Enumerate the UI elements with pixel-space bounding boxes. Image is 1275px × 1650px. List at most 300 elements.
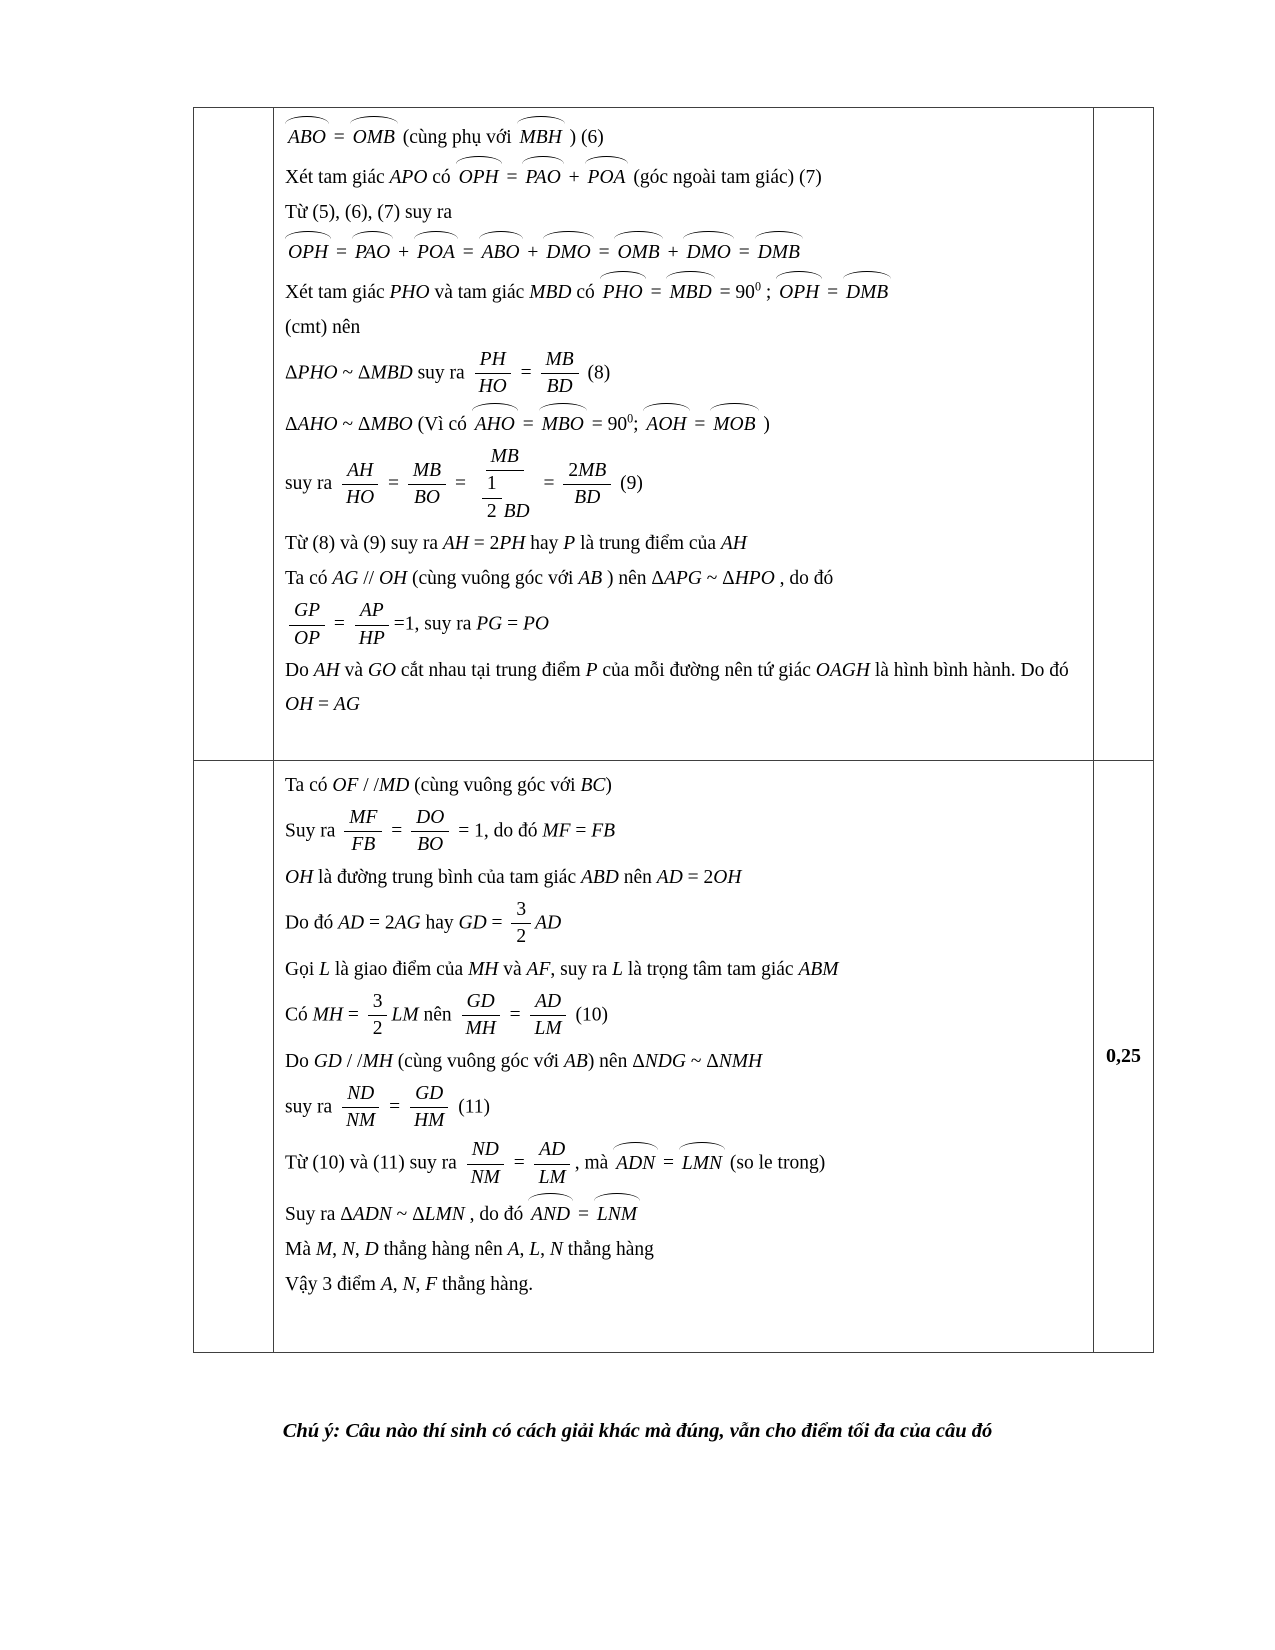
solution-line [285, 562, 1085, 596]
text-run: 3 [516, 898, 527, 920]
fraction-denominator [354, 626, 390, 650]
math-var: ADN [352, 1204, 392, 1226]
math-var: PHO [297, 362, 338, 384]
angle-hat: DMB [843, 271, 891, 310]
angle-hat: POA [585, 156, 629, 195]
math-var: OH [285, 866, 314, 888]
fraction-denominator [534, 1165, 571, 1189]
text-run: , do đó [774, 568, 834, 590]
fraction-numerator [541, 349, 579, 374]
angle-hat: PAO [522, 156, 563, 195]
text-run: = [658, 1152, 679, 1174]
text-run: ) [758, 413, 770, 435]
angle-hat: MBO [539, 403, 587, 442]
text-run: = [501, 167, 523, 188]
solution-line [285, 896, 1085, 952]
solution-content [274, 761, 1093, 1307]
text-run: ~ Δ [337, 362, 371, 384]
solution-line [285, 311, 1085, 345]
angle-hat: POA [414, 231, 458, 270]
fraction [482, 473, 502, 523]
angle-hat: OPH [285, 231, 331, 270]
math-var: OAGH [815, 659, 870, 681]
text-run: = [504, 1004, 526, 1026]
angle-hat: AND [528, 1193, 573, 1232]
text-run: , [392, 1274, 403, 1296]
math-var: AB [578, 568, 603, 590]
fraction-numerator [486, 446, 524, 471]
solution-line [285, 156, 1085, 195]
math-var: HP [358, 627, 385, 649]
solution-line [285, 654, 1085, 722]
math-var: FB [591, 820, 616, 842]
math-var: NMH [718, 1050, 763, 1072]
solution-line [285, 527, 1085, 561]
fraction-denominator [368, 1016, 388, 1040]
angle-hat: LNM [594, 1193, 640, 1232]
text-run: , [519, 1239, 530, 1261]
math-var: LM [538, 1166, 566, 1188]
math-var: APO [389, 167, 428, 188]
math-var: A [380, 1274, 393, 1296]
fraction-denominator [542, 374, 578, 398]
text-run: = [328, 127, 350, 148]
fraction [354, 600, 390, 650]
text-run: = [486, 912, 508, 934]
text-run: của mỗi đường nên tứ giác [597, 659, 816, 681]
text-run: = [689, 413, 711, 435]
math-var: MD [378, 775, 410, 796]
text-run: ~ Δ [391, 1204, 425, 1226]
fraction-denominator [530, 1016, 567, 1040]
text-run: + [563, 167, 585, 188]
math-var: AH [720, 533, 747, 555]
fraction-numerator [289, 600, 325, 625]
fraction [368, 991, 388, 1041]
math-var: AD [338, 912, 365, 934]
math-var: BO [414, 486, 440, 508]
math-var: L [319, 958, 330, 980]
math-var: AG [394, 912, 421, 934]
fraction-numerator [482, 473, 502, 498]
math-var: AH [347, 459, 374, 481]
math-var: LMN [424, 1204, 465, 1226]
text-run: = [517, 413, 539, 435]
score-cell [1094, 108, 1154, 761]
fraction-denominator [460, 1016, 500, 1040]
text-run: (góc ngoài tam giác) (7) [628, 167, 822, 188]
text-run: 3 [372, 990, 383, 1012]
text-run: thẳng hàng nên [378, 1239, 508, 1261]
text-run: Suy ra Δ [285, 1204, 353, 1226]
fraction-numerator [344, 807, 382, 832]
text-run: Gọi [285, 958, 320, 980]
fraction-denominator [482, 499, 502, 523]
math-var: HM [414, 1109, 445, 1131]
text-run: 2 [372, 1018, 383, 1040]
solution-line [285, 988, 1085, 1044]
text-run: = [570, 820, 592, 842]
math-var: PG [476, 613, 503, 635]
angle-hat: ADN [613, 1142, 658, 1181]
math-var: LM [391, 1004, 419, 1026]
math-var: BC [580, 775, 606, 796]
fraction [511, 899, 531, 949]
angle-hat: MBD [666, 271, 714, 310]
text-run: (8) [582, 362, 611, 384]
math-var: N [549, 1239, 563, 1261]
math-var: GP [294, 600, 320, 622]
math-var: AG [332, 568, 359, 590]
text-run: (so le trong) [725, 1152, 826, 1174]
math-var: AF [526, 958, 551, 980]
math-var: ND [347, 1082, 375, 1104]
fraction-numerator [342, 460, 378, 485]
text-run: // [358, 568, 379, 590]
text-run: 2 [486, 500, 497, 522]
math-var: MF [349, 807, 378, 828]
fraction-numerator [368, 991, 388, 1016]
text-run: = [383, 472, 404, 494]
fraction [474, 349, 512, 399]
math-var: PHO [389, 282, 430, 303]
text-run: Δ [285, 413, 298, 435]
fraction-denominator [511, 924, 531, 948]
text-run: ~ Δ [701, 568, 735, 590]
math-var: BD [503, 500, 530, 522]
text-run: Từ (10) và (11) suy ra [285, 1152, 462, 1174]
solution-line [285, 443, 1085, 526]
angle-hat: AHO [472, 403, 518, 442]
text-run: = [502, 613, 523, 635]
solution-line [285, 769, 1085, 803]
text-run: hay [420, 912, 459, 934]
text-run: , mà [574, 1152, 614, 1174]
text-run: = [342, 1004, 364, 1026]
solution-line [285, 116, 1085, 155]
text-run: Từ (5), (6), (7) suy ra [285, 202, 453, 223]
table-row [194, 761, 1154, 1353]
angle-hat: MOB [710, 403, 758, 442]
solution-line [285, 231, 1085, 270]
fraction-denominator [569, 485, 605, 509]
text-run: + [522, 242, 544, 263]
math-var: MH [468, 958, 499, 980]
math-var: AD [535, 990, 562, 1012]
math-var: BD [546, 376, 573, 398]
angle-hat: LMN [679, 1142, 725, 1181]
solution-line [285, 1045, 1085, 1079]
math-var: GO [367, 659, 397, 681]
table-row [194, 108, 1154, 761]
math-var: GD [458, 912, 487, 934]
text-run: nên [618, 866, 657, 888]
fraction [460, 991, 500, 1041]
math-var: GD [466, 990, 495, 1012]
text-run: ) nên Δ [587, 1050, 645, 1072]
text-run: = [822, 282, 843, 303]
text-run: ) [605, 775, 612, 796]
angle-hat: DMO [543, 231, 593, 270]
text-run: Do [285, 659, 314, 681]
fraction [530, 991, 567, 1041]
text-run: = [593, 242, 615, 263]
math-var: BO [417, 834, 444, 856]
fraction-numerator [355, 600, 389, 625]
text-run: = [645, 282, 667, 303]
text-run: (cùng vuông góc với [407, 568, 579, 590]
answer-table [193, 107, 1154, 1353]
text-run: + [393, 242, 414, 263]
math-var: MB [412, 459, 442, 481]
angle-hat: ABO [285, 116, 329, 155]
angle-hat: OMB [614, 231, 662, 270]
text-run: (Vì có [412, 413, 472, 435]
text-run: = 2 [682, 866, 714, 888]
angle-hat: OPH [776, 271, 822, 310]
text-run: 1 [486, 473, 497, 495]
math-var: L [529, 1239, 541, 1261]
math-var: ABD [580, 866, 619, 888]
text-run: = [313, 693, 334, 715]
text-run: ; [633, 413, 644, 435]
fraction [341, 460, 379, 510]
text-run: = [515, 362, 537, 384]
math-var: MBD [529, 282, 572, 303]
fraction-numerator [411, 807, 449, 832]
solution-line [285, 1233, 1085, 1267]
angle-hat: OMB [350, 116, 398, 155]
solution-content [274, 108, 1093, 727]
angle-hat: OPH [456, 156, 502, 195]
text-run: =1, suy ra [393, 613, 477, 635]
math-var: FB [351, 834, 376, 856]
text-run: = [329, 613, 350, 635]
text-run: Suy ra [285, 820, 341, 842]
text-run: (11) [453, 1095, 490, 1117]
fraction [466, 1139, 505, 1189]
text-run: có [427, 167, 456, 188]
angle-hat: PHO [600, 271, 646, 310]
text-run: (cùng vuông góc với [392, 1050, 564, 1072]
text-run: (10) [570, 1004, 609, 1026]
math-var: MBD [370, 362, 413, 384]
solution-line [285, 1080, 1085, 1136]
math-var: NM [346, 1109, 376, 1131]
text-run: (cùng phụ với [397, 127, 517, 148]
text-run: là đường trung bình của tam giác [313, 866, 581, 888]
math-var: D [364, 1239, 379, 1261]
math-var: PH [499, 533, 526, 555]
math-var: ABM [798, 958, 839, 980]
text-run: 2 [516, 926, 527, 948]
math-var: ND [471, 1139, 499, 1161]
fraction-numerator [475, 349, 511, 374]
solution-cell [274, 108, 1094, 761]
fraction [408, 460, 446, 510]
text-run: Xét tam giác [285, 282, 390, 303]
solution-line [285, 1136, 1085, 1192]
text-run: / / [341, 1050, 363, 1072]
angle-hat: ABO [479, 231, 523, 270]
math-var: HO [478, 376, 507, 398]
text-run: ~ Δ [685, 1050, 719, 1072]
text-run: thẳng hàng. [437, 1274, 534, 1296]
text-run: ~ Δ [337, 413, 371, 435]
text-run: = [457, 242, 479, 263]
fraction-numerator [534, 1139, 570, 1164]
fraction-numerator [342, 1083, 379, 1108]
math-var: OH [713, 866, 742, 888]
text-run: = 2 [364, 912, 395, 934]
math-var: BD [574, 486, 601, 508]
fraction-denominator [475, 471, 535, 523]
math-var: AP [359, 600, 384, 622]
text-run: là trọng tâm tam giác [622, 958, 799, 980]
text-run: và [498, 958, 527, 980]
math-var: OH [285, 693, 314, 715]
math-var: MH [362, 1050, 393, 1072]
text-run: có [571, 282, 600, 303]
text-run: là hình bình hành. Do đó [869, 659, 1069, 681]
math-var: MH [312, 1004, 343, 1026]
text-run: Xét tam giác [285, 167, 390, 188]
angle-hat: MBH [517, 116, 565, 155]
angle-hat: DMO [683, 231, 733, 270]
fraction [344, 807, 382, 857]
text-run: cắt nhau tại trung điểm [396, 659, 586, 681]
solution-cell [274, 761, 1094, 1353]
text-run: ; [760, 282, 777, 303]
math-var: AHO [297, 413, 338, 435]
angle-hat: AOH [643, 403, 689, 442]
fraction-denominator [412, 832, 448, 856]
text-run: , do đó [464, 1204, 529, 1226]
math-var: OH [378, 568, 408, 590]
text-run: = 1, do đó [453, 820, 543, 842]
text-run: Mà [285, 1239, 316, 1261]
text-run: = [384, 1095, 405, 1117]
text-run: = [733, 242, 755, 263]
text-run: + [662, 242, 684, 263]
math-var: NDG [644, 1050, 686, 1072]
text-run: = 2 [468, 533, 500, 555]
text-run: = [331, 242, 352, 263]
solution-line [285, 346, 1085, 402]
text-run: Từ (8) và (9) suy ra [285, 533, 443, 555]
text-run: , [332, 1239, 342, 1261]
superscript: 0 [754, 279, 761, 294]
math-var: AD [539, 1139, 566, 1161]
angle-hat: PAO [352, 231, 393, 270]
math-var: AB [563, 1050, 588, 1072]
text-run: / / [358, 775, 379, 796]
fraction-denominator [341, 1108, 380, 1132]
text-run: ) nên Δ [602, 568, 664, 590]
text-run: và [339, 659, 368, 681]
text-run: , [354, 1239, 365, 1261]
text-run: , [415, 1274, 426, 1296]
math-var: AD [535, 912, 562, 934]
fraction [475, 446, 535, 523]
math-var: GD [415, 1082, 444, 1104]
text-run: hay [525, 533, 564, 555]
fraction-numerator [511, 899, 531, 924]
math-var: HPO [734, 568, 775, 590]
text-run: là trung điểm của [575, 533, 721, 555]
solution-line [285, 597, 1085, 653]
fraction [409, 1083, 449, 1133]
fraction-denominator [466, 1165, 505, 1189]
superscript: 0 [627, 411, 634, 426]
text-run: = 90 [714, 282, 755, 303]
solution-line [285, 953, 1085, 987]
math-var: N [341, 1239, 355, 1261]
math-var: AH [442, 533, 469, 555]
solution-line [285, 403, 1085, 442]
fraction-numerator [530, 991, 566, 1016]
solution-line [285, 196, 1085, 230]
text-run: là giao điểm của [329, 958, 469, 980]
text-run: và tam giác [429, 282, 530, 303]
text-run: (9) [615, 472, 643, 494]
fraction [411, 807, 449, 857]
math-var: OP [294, 627, 320, 649]
math-var: MH [465, 1018, 496, 1040]
math-var: P [563, 533, 576, 555]
fraction-numerator [410, 1083, 448, 1108]
text-run: (cùng vuông góc với [409, 775, 581, 796]
math-var: MF [542, 820, 571, 842]
math-var: OF [332, 775, 359, 796]
math-var: DO [416, 807, 445, 828]
solution-line [285, 1268, 1085, 1302]
text-run: = [538, 472, 560, 494]
fraction-denominator [409, 485, 445, 509]
text-run: Vậy 3 điểm [285, 1274, 381, 1296]
text-run: suy ra [285, 1095, 337, 1117]
fraction-denominator [289, 626, 325, 650]
score-cell: 0,25 [1094, 761, 1154, 1353]
solution-line [285, 1193, 1085, 1232]
question-number-cell [194, 761, 274, 1353]
angle-hat: DMB [755, 231, 803, 270]
text-run: Có [285, 1004, 313, 1026]
text-run: 2 [568, 459, 579, 481]
text-run: = 90 [586, 413, 628, 435]
fraction-denominator [409, 1108, 449, 1132]
text-run: = [450, 472, 471, 494]
text-run: Δ [285, 362, 298, 384]
math-var: P [585, 659, 598, 681]
math-var: PH [479, 349, 506, 370]
text-run: = [573, 1204, 594, 1226]
text-run: Do [285, 1050, 314, 1072]
math-var: A [507, 1239, 520, 1261]
math-var: MBO [370, 413, 413, 435]
solution-line [285, 271, 1085, 310]
fraction [541, 349, 579, 399]
solution-line [285, 804, 1085, 860]
fraction-numerator [467, 1139, 504, 1164]
text-run: (cmt) nên [285, 317, 361, 338]
text-run: nên [418, 1004, 457, 1026]
text-run: Ta có [285, 568, 333, 590]
text-run: = [386, 820, 408, 842]
text-run: = [508, 1152, 530, 1174]
grading-note: Chú ý: Câu nào thí sinh có cách giải khác mà đúng, vẫn cho điểm tối đa của câu đó [282, 1420, 993, 1442]
math-var: MB [578, 459, 607, 481]
